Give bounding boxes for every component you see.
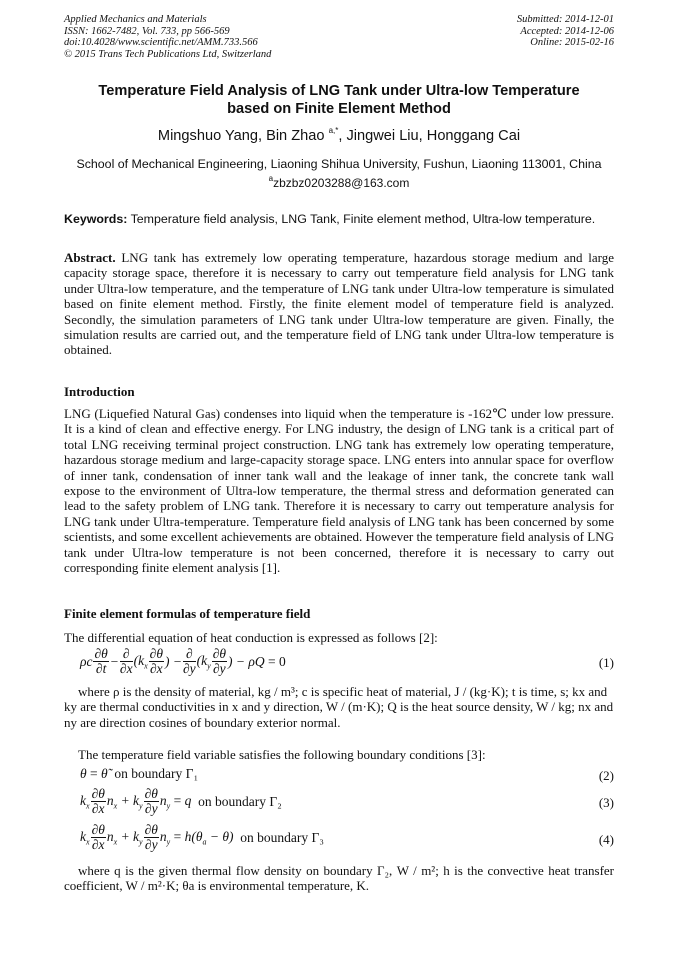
affiliation: School of Mechanical Engineering, Liaoning Shihua University, Fushun, Liaoning 113001, China — [76, 157, 602, 171]
equation-2: θ = θ̃ on boundary Γ₁ — [80, 766, 199, 781]
journal-name: Applied Mechanics and Materials — [64, 14, 207, 25]
equation-3: $k_x$ $\frac{\partial\theta}{\partial x}$ $n_x + k_y$ $\frac{\partial\theta}{\partial y}$ $n_y = q$ on boundary Γ₂ — [80, 786, 282, 816]
where-variables-2: where q is the given thermal flow density on boundary Γ₂, W / m²; h is the convective heat transfer coefficient, W / m²·K; θa is environmental temperature, K. — [64, 863, 614, 894]
equation-number-3: (3) — [598, 795, 614, 810]
equation-number-2: (2) — [598, 768, 614, 783]
journal-info — [64, 14, 271, 60]
keywords: Keywords: Temperature field analysis, LNG Tank, Finite element method, Ultra-low temperature. — [64, 212, 596, 226]
dates-info — [517, 14, 614, 49]
issn-line: ISSN: 1662-7482, Vol. 733, pp 566-569 — [64, 25, 230, 37]
equation-1: ρc $\frac{\partial\theta}{\partial t}$ − $\frac{\partial}{\partial x}$ ($k_x$ $\frac{\partial\theta}{\partial x}$ ) − $\frac{\partial}{\partial y}$ ($k_y$ $\frac{\partial\theta}{\partial y}$ ) − ρQ = 0 — [80, 646, 286, 676]
boundary-intro: The temperature field variable satisfies the following boundary conditions [3]: — [78, 747, 486, 762]
equation-number-1: (1) — [598, 655, 614, 670]
abstract: Abstract. LNG tank has extremely low operating temperature, hazardous storage medium and large capacity storage space, therefore it is necessary to carry out temperature field analysis for LNG tank under Ultra-low temperature, and the temperature of LNG tank under Ultra-low temperature is simulated based on finite element method. Firstly, the finite element model of temperature field is analyzed. Secondly, the simulation parameters of LNG tank under Ultra-low temperature are given. Finally, the simulation results are carried out, and the temperature field of LNG tank under Ultra-low temperature is obtained. — [64, 250, 614, 358]
online-date: Online: 2015-02-16 — [530, 37, 614, 49]
doi-line: doi:10.4028/www.scientific.net/AMM.733.566 — [64, 37, 258, 49]
accepted-date: Accepted: 2014-12-06 — [520, 25, 614, 37]
paper-title: Temperature Field Analysis of LNG Tank under Ultra-low Temperature based on Finite Element Method — [98, 83, 580, 117]
section-heading-fe-formulas: Finite element formulas of temperature field — [64, 606, 311, 621]
submitted-date: Submitted: 2014-12-01 — [516, 14, 614, 25]
introduction-text: LNG (Liquefied Natural Gas) condenses into liquid when the temperature is -162℃ under low pressure. It is a kind of clean and effective energy. For LNG industry, the design of LNG tank is a critical part of total LNG receiving terminal project construction. LNG tank has extremely low operating temperature, hazardous storage medium and large-capacity storage space. LNG enters into annular space for overflow of inner tank, condensation of inner tank wall and the leakage of inner tank, the concrete tank wall expose to the environment of Ultra-low temperature, the thermal stress and deformation generated can lead to the safety problem of LNG tank. Therefore it is necessary to carry out temperature analysis for LNG tank under Ultra-temperature. Temperature field analysis of LNG tank has been concerned by some scientists, and some excellent achievements are obtained. However the temperature field analysis of LNG tank under Ultra-low temperature is not been concerned, therefore it is necessary to carry out corresponding finite element analysis [1]. — [64, 406, 614, 576]
copyright-line: © 2015 Trans Tech Publications Ltd, Switzerland — [64, 48, 272, 60]
author-list: Mingshuo Yang, Bin Zhao $^{a,*}$, Jingwei Liu, Honggang Cai — [157, 126, 521, 144]
fe-intro-text: The differential equation of heat conduction is expressed as follows [2]: — [64, 630, 438, 645]
section-heading-introduction: Introduction — [64, 384, 135, 399]
author-email: $^a$zbzbz0203288@163.com — [268, 174, 410, 190]
equation-4: $k_x$ $\frac{\partial\theta}{\partial x}$ $n_x + k_y$ $\frac{\partial\theta}{\partial y}$ $n_y = h(\theta_a - \theta)$ on boundary Γ₃ — [80, 822, 324, 852]
where-variables-1: where ρ is the density of material, kg / m³; c is specific heat of material, J / (kg·K); t is time, s; kx and ky are thermal conductivities in x and y direction, W / (m·K); Q is the heat source density, W / kg; nx and ny are direction cosines of boundary exterior normal. — [64, 684, 614, 730]
equation-number-4: (4) — [598, 832, 614, 847]
